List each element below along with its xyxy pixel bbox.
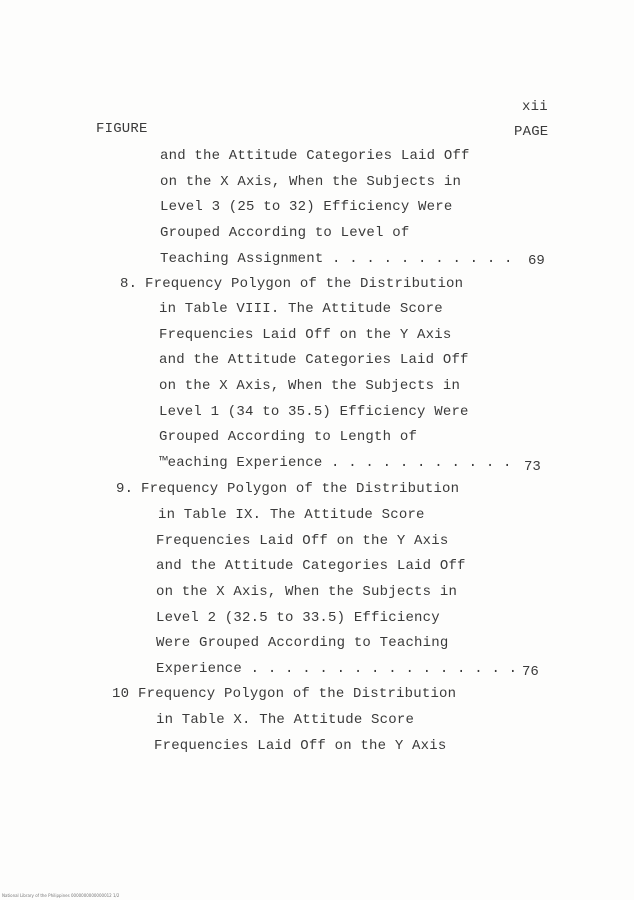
entry-line: in Table VIII. The Attitude Score bbox=[159, 301, 443, 317]
page-column-label: PAGE bbox=[514, 124, 549, 140]
entry-line: Frequencies Laid Off on the Y Axis bbox=[156, 533, 449, 549]
entry-line: on the X Axis, When the Subjects in bbox=[159, 378, 461, 394]
entry-line: ™eaching Experience . . . . . . . . . . . bbox=[159, 455, 512, 471]
entry-line: Level 1 (34 to 35.5) Efficiency Were bbox=[159, 404, 469, 420]
entry-line: Frequencies Laid Off on the Y Axis bbox=[154, 738, 447, 754]
entry-line: Experience . . . . . . . . . . . . . . . . bbox=[156, 661, 518, 677]
page-roman-number: xii bbox=[522, 99, 548, 115]
entry-page-number: 76 bbox=[522, 664, 539, 680]
entry-line: and the Attitude Categories Laid Off bbox=[160, 148, 470, 164]
figure-column-label: FIGURE bbox=[96, 121, 148, 137]
entry-line: on the X Axis, When the Subjects in bbox=[156, 584, 458, 600]
entry-line: in Table X. The Attitude Score bbox=[156, 712, 415, 728]
scan-footer: National Library of the Philippines 0000000000000012 1/2 bbox=[2, 893, 120, 898]
entry-line: on the X Axis, When the Subjects in bbox=[160, 174, 462, 190]
entry-line: Frequency Polygon of the Distribution bbox=[145, 276, 464, 292]
entry-line: Frequency Polygon of the Distribution bbox=[141, 481, 460, 497]
entry-number: 10 bbox=[112, 686, 130, 702]
entry-line: Teaching Assignment . . . . . . . . . . . bbox=[160, 251, 513, 267]
entry-line: and the Attitude Categories Laid Off bbox=[156, 558, 466, 574]
entry-page-number: 73 bbox=[524, 459, 541, 475]
entry-line: Grouped According to Length of bbox=[159, 429, 418, 445]
entry-line: Frequency Polygon of the Distribution bbox=[138, 686, 457, 702]
entry-line: in Table IX. The Attitude Score bbox=[158, 507, 425, 523]
entry-line: Level 3 (25 to 32) Efficiency Were bbox=[160, 199, 453, 215]
entry-number: 9. bbox=[116, 481, 134, 497]
entry-line: Grouped According to Level of bbox=[160, 225, 410, 241]
entry-page-number: 69 bbox=[528, 253, 545, 269]
entry-line: Level 2 (32.5 to 33.5) Efficiency bbox=[156, 610, 440, 626]
entry-number: 8. bbox=[120, 276, 138, 292]
entry-line: Frequencies Laid Off on the Y Axis bbox=[159, 327, 452, 343]
entry-line: and the Attitude Categories Laid Off bbox=[159, 352, 469, 368]
entry-line: Were Grouped According to Teaching bbox=[156, 635, 449, 651]
